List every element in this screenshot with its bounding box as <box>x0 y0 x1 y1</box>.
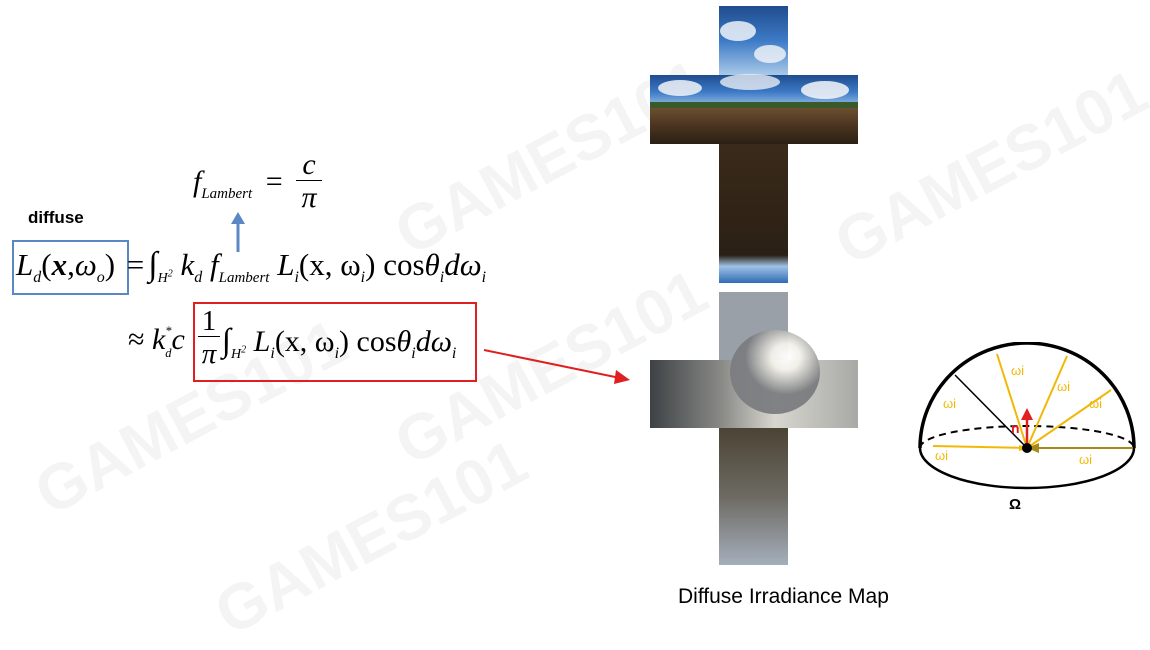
ld-omega-sub: o <box>96 269 105 287</box>
brdf-denominator: π <box>301 181 317 214</box>
cos-word: cos <box>356 325 397 358</box>
ray-label: ωi <box>935 448 949 463</box>
domega-sub: i <box>451 345 457 362</box>
integral-sign: ∫ <box>222 323 232 359</box>
irradiance-cubemap <box>650 292 858 565</box>
red-arrow-icon <box>480 340 640 390</box>
lambert-brdf-formula <box>193 165 289 203</box>
kd-sub: d <box>194 269 203 287</box>
brdf-numerator: c <box>302 148 316 181</box>
ld-comma: , <box>67 247 75 282</box>
ld-open: ( <box>41 247 52 282</box>
brdf-equals: = <box>265 165 283 198</box>
li-close: ) <box>339 325 350 358</box>
theta-symbol: θ <box>424 247 440 282</box>
theta-symbol: θ <box>396 325 412 358</box>
li-sub: i <box>294 269 299 287</box>
kd-symbol: k <box>180 247 195 282</box>
kstar-sup: * <box>165 324 172 339</box>
fraction-pi: π <box>201 338 217 370</box>
ray-label: ωi <box>943 396 957 411</box>
ray-label: ωi <box>1089 396 1103 411</box>
hemisphere-omega-label: Ω <box>1009 496 1022 513</box>
irradiance-map-caption: Diffuse Irradiance Map <box>678 585 889 608</box>
ld-close: ) <box>104 247 116 282</box>
hemisphere-diagram <box>915 342 1140 494</box>
domega: dω <box>444 247 482 282</box>
theta-sub: i <box>411 345 416 362</box>
li-args: (x, ω <box>274 325 335 358</box>
li-symbol: L <box>277 247 295 282</box>
domega: dω <box>415 325 452 358</box>
ld-symbol: L <box>16 247 34 282</box>
li-symbol: L <box>253 325 271 358</box>
approx-sign: ≈ <box>128 323 145 356</box>
f-symbol: f <box>210 247 219 282</box>
brdf-f: f <box>193 165 202 198</box>
c-symbol: c <box>171 323 185 356</box>
ld-sub: d <box>33 269 42 287</box>
ray-label: ωi <box>1079 452 1093 467</box>
brdf-fraction <box>296 150 322 215</box>
normal-label: n <box>1011 420 1020 436</box>
diffuse-label: diffuse <box>28 208 84 227</box>
kstar-symbol: k <box>151 323 166 356</box>
ld-omega: ω <box>74 247 97 282</box>
rendering-equation <box>16 246 486 287</box>
integral-sign: ∫ <box>148 246 158 283</box>
integral-domain: H2 <box>231 344 247 362</box>
fraction-one: 1 <box>201 305 217 337</box>
watermark <box>823 54 1150 280</box>
kstar-sub: d <box>165 346 172 361</box>
li-sub: i <box>270 345 275 362</box>
ray-label: ωi <box>1057 379 1071 394</box>
li-args: (x, ω <box>298 247 361 282</box>
ld-x: x <box>51 247 68 282</box>
eq-sign: = <box>126 247 145 282</box>
brdf-f-sub: Lambert <box>201 186 253 202</box>
integral-domain: H2 <box>157 268 173 287</box>
cos-word: cos <box>383 247 425 282</box>
li-args-sub: i <box>334 345 340 362</box>
li-args-sub: i <box>360 269 366 287</box>
irradiance-integral <box>222 323 456 363</box>
domega-sub: i <box>481 269 487 287</box>
approximation-lhs <box>128 323 185 359</box>
inverse-pi-fraction <box>198 306 220 371</box>
environment-cubemap <box>650 6 858 283</box>
theta-sub: i <box>439 269 445 287</box>
li-close: ) <box>365 247 376 282</box>
f-sub: Lambert <box>218 270 270 287</box>
ray-label: ωi <box>1011 363 1025 378</box>
